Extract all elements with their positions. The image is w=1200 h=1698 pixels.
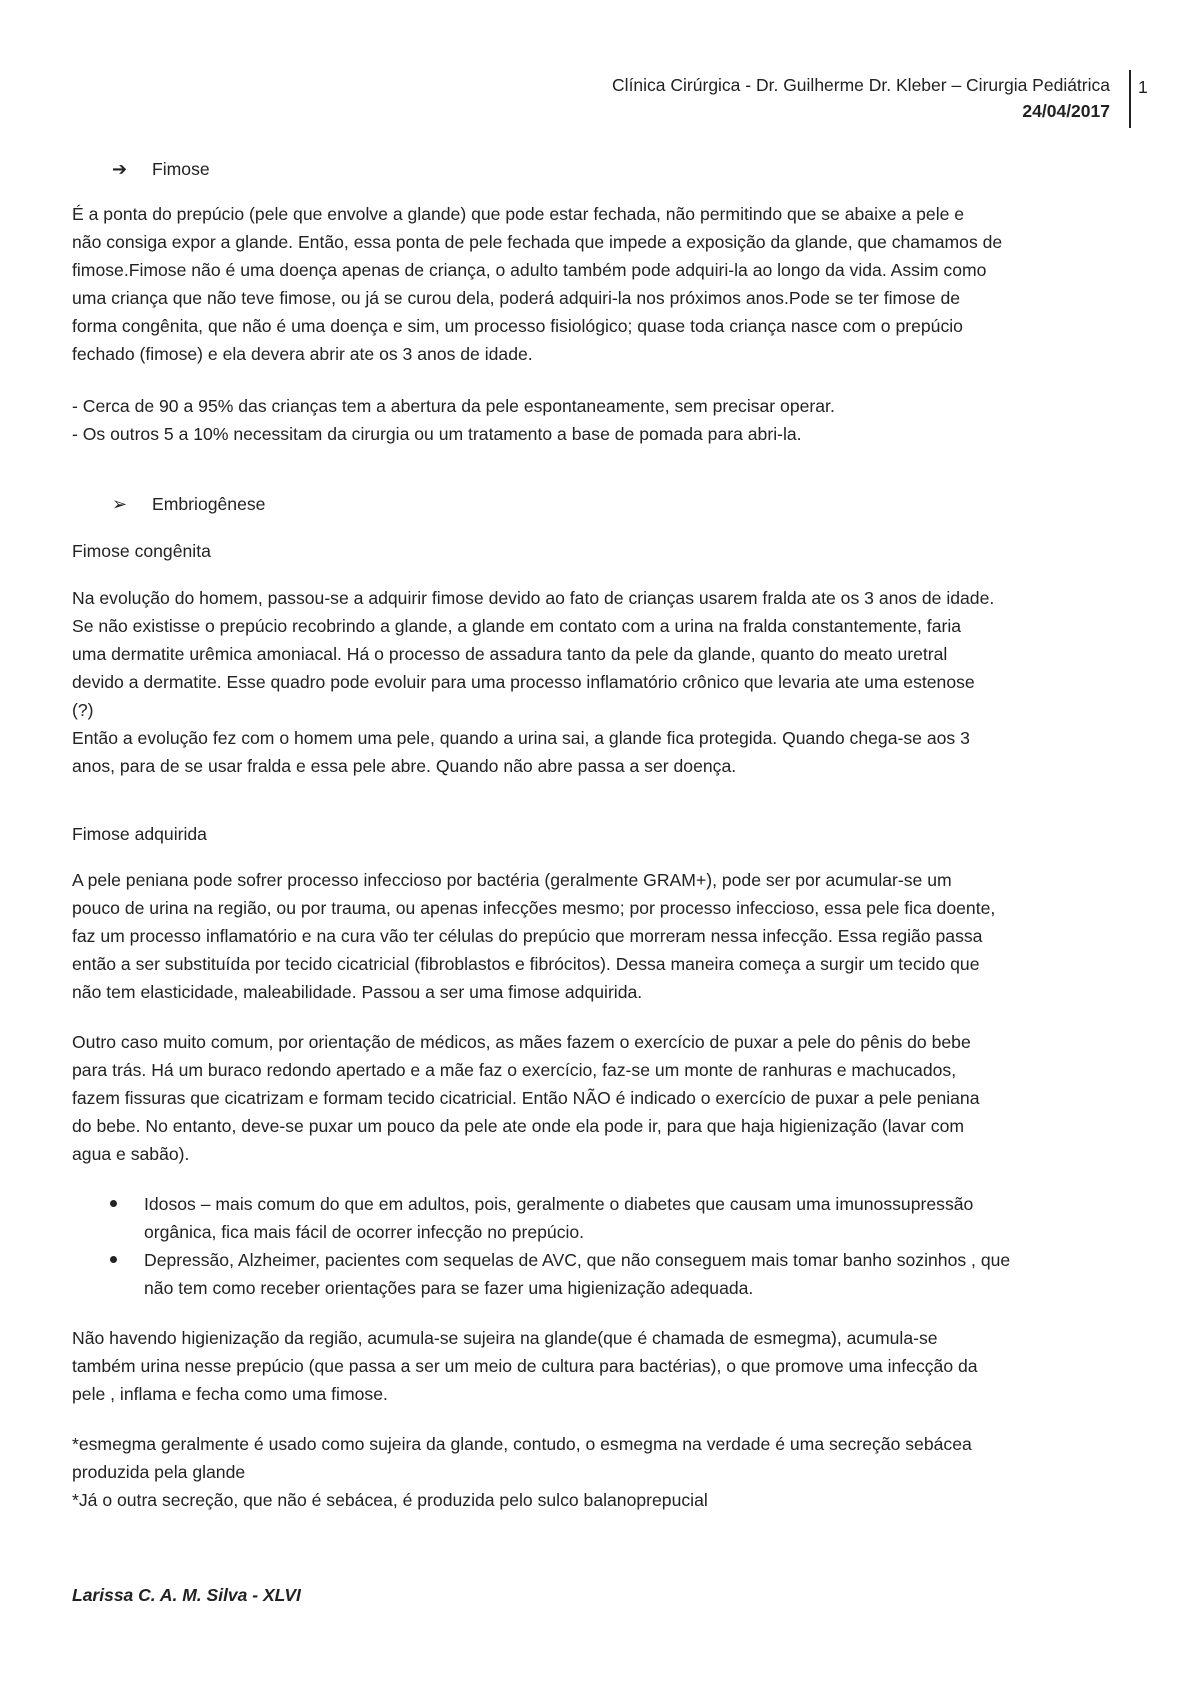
embriogenese-paragraph xyxy=(72,584,1137,780)
text-line: devido a dermatite. Esse quadro pode evoluir para uma processo inflamatório crônico que levaria ate uma estenose xyxy=(72,672,975,692)
text-line: uma criança que não teve fimose, ou já se curou dela, poderá adquiri-la nos próximos anos.Pode se ter fimose de xyxy=(72,288,961,308)
text-line: pouco de urina na região, ou por trauma, ou apenas infecções mesmo; por processo infeccioso, essa pele fica doente, xyxy=(72,898,996,918)
text-line: não consiga expor a glande. Então, essa ponta de pele fechada que impede a exposição da glande, que chamamos de xyxy=(72,232,1003,252)
adquirida-paragraph-1 xyxy=(72,866,1137,1006)
text-line: (?) xyxy=(72,700,94,720)
text-line: anos, para de se usar fralda e essa pele abre. Quando não abre passa a ser doença. xyxy=(72,756,737,776)
fimose-notes xyxy=(72,392,1137,448)
header-date: 24/04/2017 xyxy=(1022,101,1110,121)
text-line: não tem elasticidade, maleabilidade. Passou a ser uma fimose adquirida. xyxy=(72,982,643,1002)
footer-author: Larissa C. A. M. Silva - XLVI xyxy=(72,1585,301,1605)
text-line: fazem fissuras que cicatrizam e formam tecido cicatricial. Então NÃO é indicado o exercício de puxar a pele peniana xyxy=(72,1088,980,1108)
arrow-right-icon: ➔ xyxy=(112,159,128,179)
footnote-line: *esmegma geralmente é usado como sujeira da glande, contudo, o esmegma na verdade é uma secreção sebácea xyxy=(72,1434,972,1454)
text-line: Então a evolução fez com o homem uma pele, quando a urina sai, a glande fica protegida. Quando chega-se aos 3 xyxy=(72,728,970,748)
subtitle-fimose-adquirida xyxy=(72,820,1137,848)
note-line: - Cerca de 90 a 95% das crianças tem a abertura da pele espontaneamente, sem precisar operar. xyxy=(72,396,835,416)
arrowhead-bullet-icon: ➢ xyxy=(112,494,128,514)
text-line: A pele peniana pode sofrer processo infeccioso por bactéria (geralmente GRAM+), pode ser por acumular-se um xyxy=(72,870,952,890)
adquirida-paragraph-2 xyxy=(72,1028,1137,1168)
subsection-title: Fimose congênita xyxy=(72,541,211,561)
text-line: Outro caso muito comum, por orientação de médicos, as mães fazem o exercício de puxar a pele do pênis do bebe xyxy=(72,1032,971,1052)
footnotes xyxy=(72,1430,1137,1514)
list-item xyxy=(72,1246,1137,1302)
text-line: do bebe. No entanto, deve-se puxar um pouco da pele ate onde ela pode ir, para que haja higienização (lavar com xyxy=(72,1116,965,1136)
subsection-title: Fimose adquirida xyxy=(72,824,207,844)
footnote-line: *Já o outra secreção, que não é sebácea, é produzida pelo sulco balanoprepucial xyxy=(72,1490,708,1510)
text-line: Depressão, Alzheimer, pacientes com sequelas de AVC, que não conseguem mais tomar banho sozinhos , que xyxy=(144,1250,1011,1270)
adquirida-paragraph-3 xyxy=(72,1324,1137,1408)
page-number: 1 xyxy=(1138,77,1148,97)
note-line: - Os outros 5 a 10% necessitam da cirurgia ou um tratamento a base de pomada para abri-la. xyxy=(72,424,802,444)
bullet-dot-icon xyxy=(110,1200,117,1207)
fimose-paragraph xyxy=(72,200,1137,368)
footnote-line: produzida pela glande xyxy=(72,1462,246,1482)
header-divider xyxy=(1129,70,1131,128)
text-line: para trás. Há um buraco redondo apertado e a mãe faz o exercício, faz-se um monte de ranhuras e machucados, xyxy=(72,1060,957,1080)
text-line: uma dermatite urêmica amoniacal. Há o processo de assadura tanto da pele da glande, quanto do meato uretral xyxy=(72,644,948,664)
section-heading-embriogenese xyxy=(112,490,265,518)
text-line: pele , inflama e fecha como uma fimose. xyxy=(72,1384,388,1404)
header-title: Clínica Cirúrgica - Dr. Guilherme Dr. Kleber – Cirurgia Pediátrica xyxy=(612,75,1110,95)
bullet-dot-icon xyxy=(110,1256,117,1263)
bullet-list xyxy=(72,1190,1137,1302)
text-line: não tem como receber orientações para se fazer uma higienização adequada. xyxy=(144,1278,754,1298)
text-line: agua e sabão). xyxy=(72,1144,190,1164)
section-title: Embriogênese xyxy=(152,494,266,514)
text-line: também urina nesse prepúcio (que passa a ser um meio de cultura para bactérias), o que promove uma infecção da xyxy=(72,1356,978,1376)
text-line: orgânica, fica mais fácil de ocorrer infecção no prepúcio. xyxy=(144,1222,585,1242)
text-line: Idosos – mais comum do que em adultos, pois, geralmente o diabetes que causam uma imunossupressão xyxy=(144,1194,974,1214)
text-line: Na evolução do homem, passou-se a adquirir fimose devido ao fato de crianças usarem fralda ate os 3 anos de idade. xyxy=(72,588,995,608)
list-item xyxy=(72,1190,1137,1246)
text-line: É a ponta do prepúcio (pele que envolve a glande) que pode estar fechada, não permitindo que se abaixe a pele e xyxy=(72,204,965,224)
text-line: fechado (fimose) e ela devera abrir ate os 3 anos de idade. xyxy=(72,344,533,364)
text-line: Não havendo higienização da região, acumula-se sujeira na glande(que é chamada de esmegma), acumula-se xyxy=(72,1328,938,1348)
page-header xyxy=(612,72,1110,124)
section-title: Fimose xyxy=(152,159,210,179)
text-line: então a ser substituída por tecido cicatricial (fibroblastos e fibrócitos). Dessa maneira começa a surgir um tecido que xyxy=(72,954,980,974)
subtitle-fimose-congenita xyxy=(72,537,1137,565)
section-heading-fimose xyxy=(112,155,210,183)
text-line: fimose.Fimose não é uma doença apenas de criança, o adulto também pode adquiri-la ao longo da vida. Assim como xyxy=(72,260,987,280)
text-line: faz um processo inflamatório e na cura vão ter células do prepúcio que morreram nessa infecção. Essa região passa xyxy=(72,926,983,946)
text-line: Se não existisse o prepúcio recobrindo a glande, a glande em contato com a urina na fralda constantemente, faria xyxy=(72,616,962,636)
text-line: forma congênita, que não é uma doença e sim, um processo fisiológico; quase toda criança nasce com o prepúcio xyxy=(72,316,963,336)
